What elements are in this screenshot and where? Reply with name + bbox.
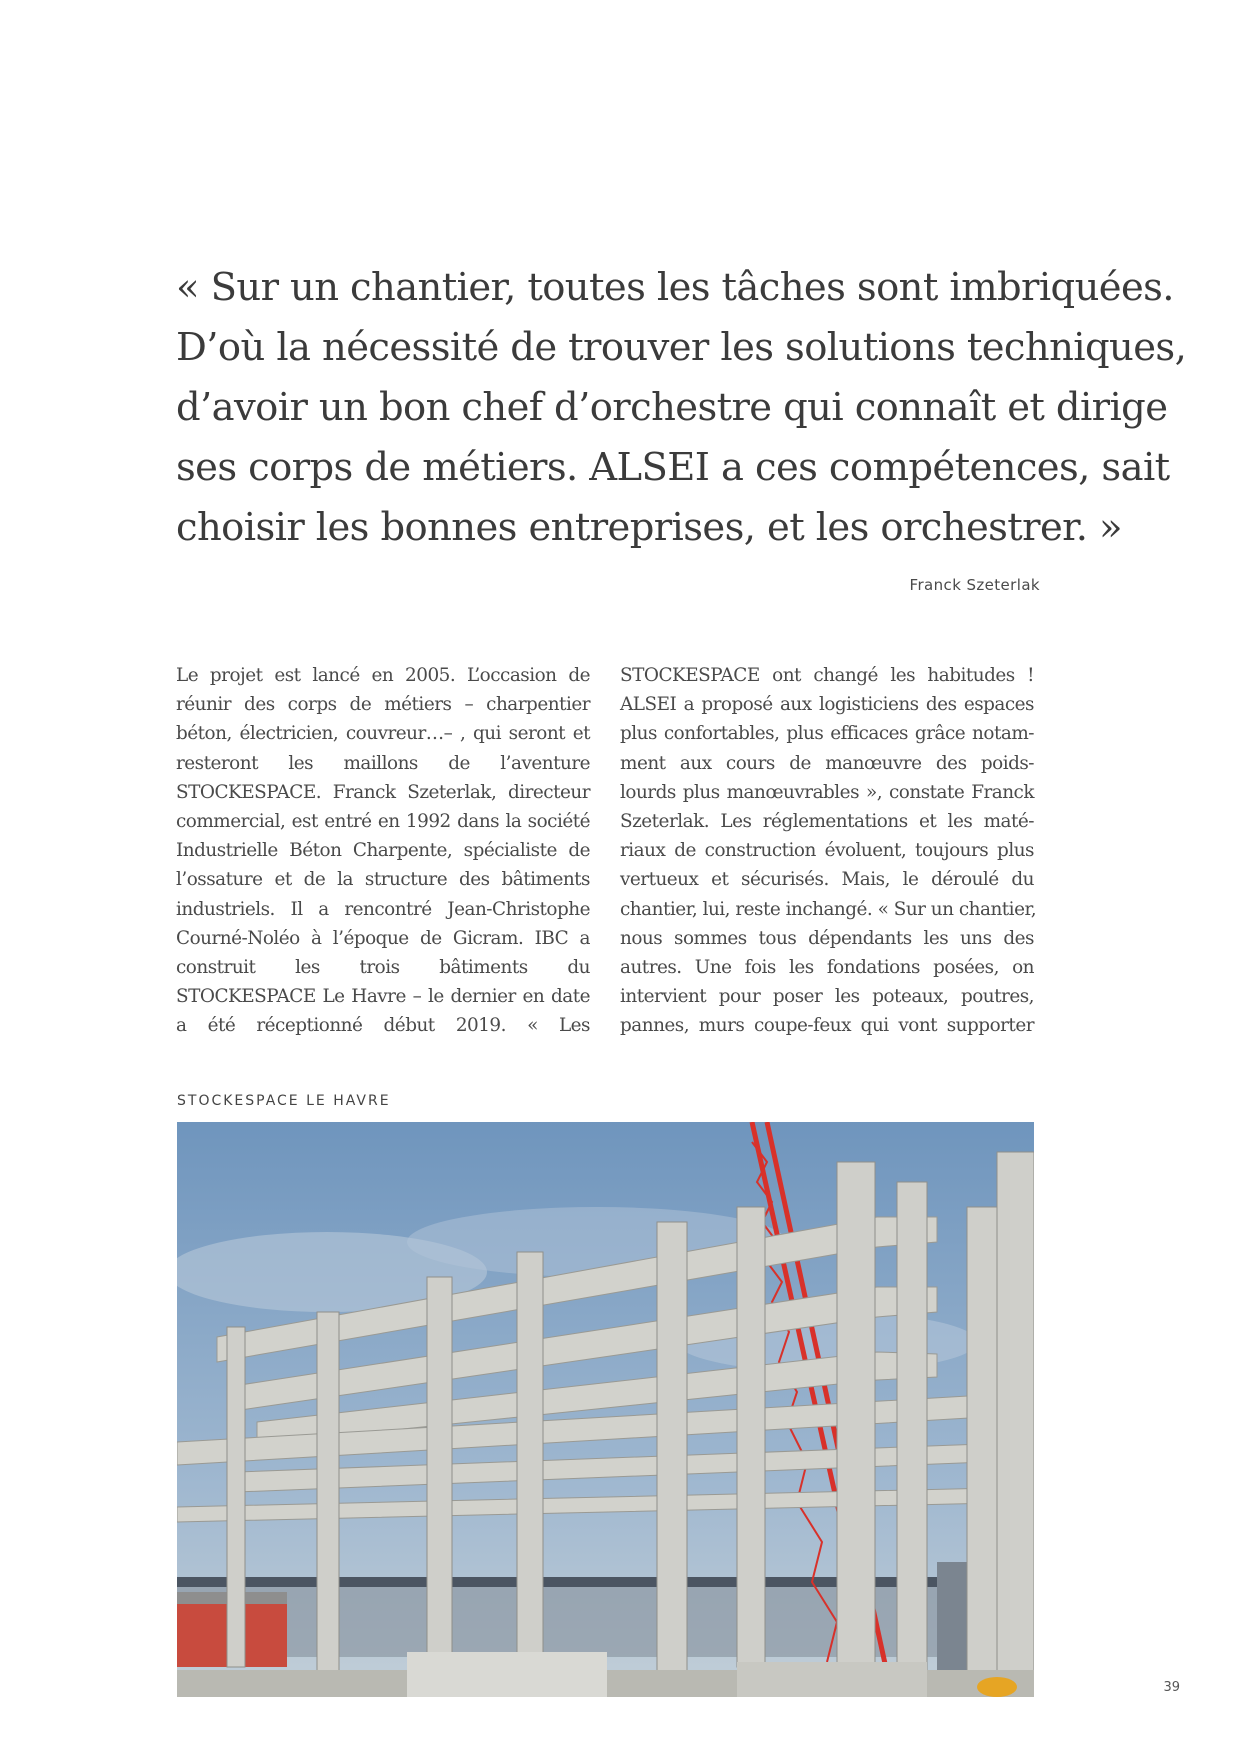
text-line: Le projet est lancé en 2005. L’occasion de xyxy=(176,665,590,686)
text-line: commercial, est entré en 1992 dans la société xyxy=(176,811,590,833)
text-line: autres. Une fois les fondations posées, on xyxy=(620,957,1034,979)
text-line: ALSEI a proposé aux logisticiens des espaces xyxy=(620,694,1034,716)
text-line: intervient pour poser les poteaux, poutres, xyxy=(620,986,1034,1008)
concrete-wall xyxy=(737,1662,927,1697)
text-line: construit les trois bâtiments du xyxy=(176,957,590,979)
page-number: 39 xyxy=(1163,1680,1180,1695)
text-line: ment aux cours de manœuvre des poids- xyxy=(620,752,1034,774)
text-line: vertueux et sécurisés. Mais, le déroulé du xyxy=(620,869,1034,891)
text-line: riaux de construction évoluent, toujours plus xyxy=(620,840,1034,862)
quote-line: « Sur un chantier, toutes les tâches sont imbriquées. xyxy=(176,265,1174,310)
quote-line: choisir les bonnes entreprises, et les orchestrer. » xyxy=(176,505,1122,550)
text-line: nous sommes tous dépendants les uns des xyxy=(620,927,1034,949)
text-line: a été réceptionné début 2019. « Les xyxy=(176,1015,590,1037)
quote-author: Franck Szeterlak xyxy=(909,576,1040,594)
text-line: pannes, murs coupe-feux qui vont supporter xyxy=(620,1015,1034,1037)
quote-line: ses corps de métiers. ALSEI a ces compétences, sait xyxy=(176,445,1170,490)
text-line: resteront les maillons de l’aventure xyxy=(176,752,590,774)
text-line: STOCKESPACE ont changé les habitudes ! xyxy=(620,665,1034,686)
text-line: béton, électricien, couvreur…– , qui seront et xyxy=(176,723,590,745)
text-line: chantier, lui, reste inchangé. « Sur un chantier, xyxy=(620,898,1037,920)
text-line: Courné-Noléo à l’époque de Gicram. IBC a xyxy=(176,927,590,949)
text-line: l’ossature et de la structure des bâtiments xyxy=(176,869,590,891)
text-line: Industrielle Béton Charpente, spécialiste de xyxy=(176,840,590,862)
text-line: plus confortables, plus efficaces grâce notam- xyxy=(620,723,1034,745)
text-line: industriels. Il a rencontré Jean-Christophe xyxy=(176,898,590,920)
quote-line: d’avoir un bon chef d’orchestre qui connaît et dirige xyxy=(176,385,1168,430)
body-column-right xyxy=(620,661,1037,1041)
concrete-block xyxy=(407,1652,607,1697)
text-line: STOCKESPACE. Franck Szeterlak, directeur xyxy=(176,781,590,803)
body-column-left xyxy=(176,661,590,1041)
construction-photo xyxy=(177,1122,1034,1697)
quote-line: D’où la nécessité de trouver les solutions techniques, xyxy=(176,325,1187,370)
text-line: lourds plus manœuvrables », constate Franck xyxy=(620,781,1034,803)
pull-quote xyxy=(176,258,1187,558)
text-line: Szeterlak. Les réglementations et les maté- xyxy=(620,811,1034,833)
text-line: STOCKESPACE Le Havre – le dernier en date xyxy=(176,986,590,1008)
photo-caption: STOCKESPACE LE HAVRE xyxy=(177,1093,391,1109)
machinery xyxy=(977,1677,1017,1697)
construction-illustration xyxy=(177,1122,1034,1697)
text-line: réunir des corps de métiers – charpentier xyxy=(176,694,590,716)
